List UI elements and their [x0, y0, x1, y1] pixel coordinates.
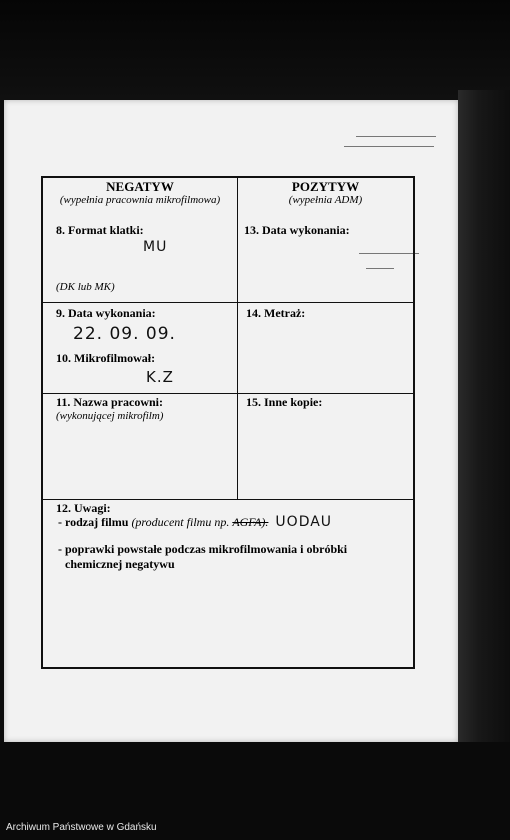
lab-hint: (wykonującej mikrofilm) [56, 410, 164, 422]
archive-footer: Archiwum Państwowe w Gdańsku [6, 822, 157, 833]
pozytyw-subtitle: (wypełnia ADM) [288, 194, 363, 206]
negatyw-section [43, 178, 238, 303]
negatyw-subtitle: (wypełnia pracownia mikrofilmowa) [59, 194, 221, 206]
length-section [238, 303, 413, 394]
film-type-line [58, 514, 332, 530]
lab-section [43, 394, 238, 500]
format-value: MU [143, 239, 168, 255]
scan-right-border [458, 90, 510, 810]
film-type-value: UODAU [275, 514, 333, 530]
remarks-label: 12. Uwagi: [56, 501, 111, 515]
format-label: 8. Format klatki: [56, 223, 144, 237]
corrections-line-1: - poprawki powstałe podczas mikrofilmowania i obróbki [58, 542, 348, 556]
film-type-hint: (producent filmu np. [131, 515, 230, 529]
negatyw-date-label: 9. Data wykonania: [56, 306, 156, 320]
lab-label: 11. Nazwa pracowni: [56, 395, 163, 409]
pozytyw-section [238, 178, 413, 303]
scan-top-border [0, 0, 510, 100]
negatyw-date-section [43, 303, 238, 394]
pen-mark [356, 136, 436, 137]
film-type-crossed: AGFA). [232, 515, 269, 529]
filmed-by-value: K.Z [146, 368, 174, 386]
corrections-line-2: chemicznej negatywu [65, 557, 175, 571]
negatyw-title: NEGATYW [106, 179, 174, 194]
remarks-section [43, 500, 413, 667]
microfilm-form [41, 176, 415, 669]
format-hint: (DK lub MK) [56, 281, 115, 293]
pozytyw-title: POZYTYW [291, 179, 360, 194]
negatyw-date-value: 22. 09. 09. [73, 324, 176, 344]
pen-mark [344, 146, 434, 147]
filmed-by-label: 10. Mikrofilmował: [56, 351, 156, 365]
length-label: 14. Metraż: [246, 306, 306, 320]
film-type-label: - rodzaj filmu [58, 515, 129, 529]
copies-label: 15. Inne kopie: [246, 395, 323, 409]
pozytyw-date-label: 13. Data wykonania: [244, 223, 350, 237]
copies-section [238, 394, 413, 500]
